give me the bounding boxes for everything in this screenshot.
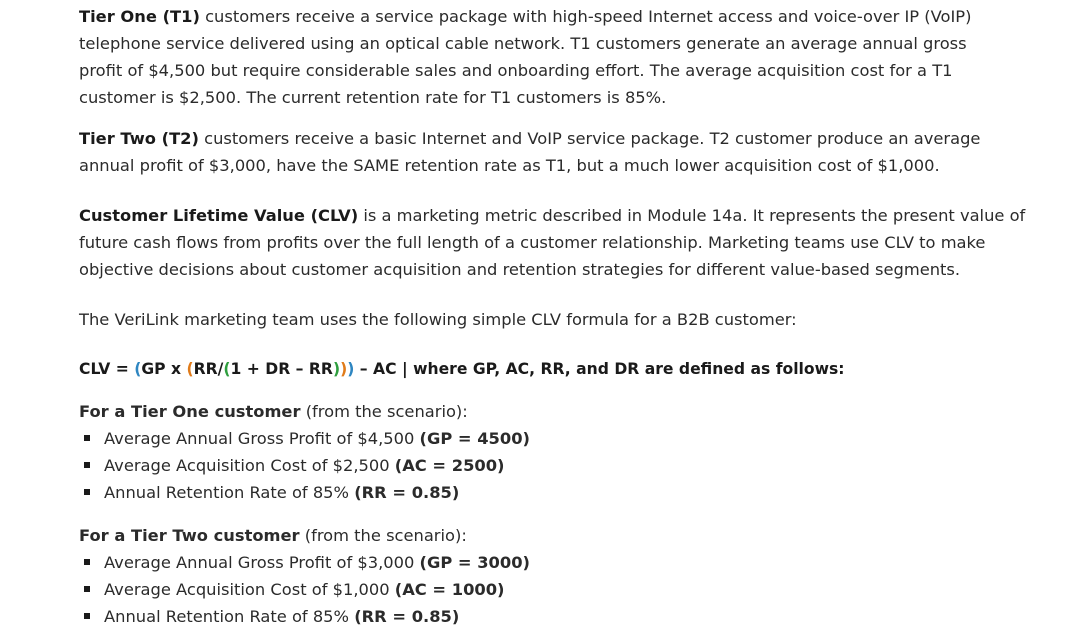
tier-two-paragraph	[79, 125, 1039, 179]
list-item-code: (GP = 4500)	[419, 429, 530, 448]
tier-two-line: annual profit of $3,000, have the SAME retention rate as T1, but a much lower acquisition cost of $1,000.	[79, 156, 940, 175]
list-item-text: Average Annual Gross Profit of $3,000	[104, 553, 420, 572]
formula-part: CLV =	[79, 360, 135, 378]
clv-formula	[79, 356, 845, 383]
list-item-code: (AC = 2500)	[394, 456, 505, 475]
bullet-square-icon	[84, 559, 90, 565]
list-item-text: Average Acquisition Cost of $1,000	[104, 580, 395, 599]
tier-one-list	[79, 398, 979, 506]
formula-paren: )	[347, 360, 355, 378]
formula-part: – AC | where GP, AC, RR, and DR are defined as follows:	[354, 360, 845, 378]
tier-one-paragraph	[79, 3, 1039, 111]
bullet-square-icon	[84, 586, 90, 592]
formula-part: RR/	[193, 360, 224, 378]
formula-paren: (	[186, 360, 194, 378]
list-item	[79, 603, 979, 630]
list-item	[79, 452, 979, 479]
clv-paragraph	[79, 202, 1039, 283]
formula-paren: (	[134, 360, 142, 378]
list-item-text: Annual Retention Rate of 85%	[104, 607, 355, 626]
list-item-text: Average Acquisition Cost of $2,500	[104, 456, 395, 475]
clv-line: future cash flows from profits over the full length of a customer relationship. Marketing teams use CLV to make	[79, 233, 986, 252]
list-item-code: (GP = 3000)	[419, 553, 530, 572]
list-item	[79, 425, 979, 452]
tier-one-label: Tier One (T1)	[79, 7, 200, 26]
list-item-code: (RR = 0.85)	[354, 607, 460, 626]
tier-two-line: customers receive a basic Internet and VoIP service package. T2 customer produce an average	[198, 129, 981, 148]
list-item	[79, 479, 979, 506]
formula-intro-text: The VeriLink marketing team uses the following simple CLV formula for a B2B customer:	[79, 310, 797, 329]
list-item	[79, 549, 979, 576]
tier-one-line: profit of $4,500 but require considerable sales and onboarding effort. The average acquisition cost for a T1	[79, 61, 953, 80]
formula-paren: )	[332, 360, 341, 378]
list-item-code: (AC = 1000)	[394, 580, 505, 599]
formula-part: 1 + DR – RR	[230, 360, 333, 378]
tier-two-list-heading: For a Tier Two customer	[79, 526, 300, 545]
list-item	[79, 576, 979, 603]
clv-label: Customer Lifetime Value (CLV)	[79, 206, 359, 225]
tier-two-label: Tier Two (T2)	[79, 129, 199, 148]
clv-line: is a marketing metric described in Module 14a. It represents the present value of	[358, 206, 1026, 225]
tier-two-list-heading-rest: (from the scenario):	[299, 526, 467, 545]
list-item-code: (RR = 0.85)	[354, 483, 460, 502]
tier-one-list-heading-rest: (from the scenario):	[300, 402, 468, 421]
tier-one-line: telephone service delivered using an optical cable network. T1 customers generate an average annual gross	[79, 34, 967, 53]
formula-part: GP x	[141, 360, 187, 378]
bullet-square-icon	[84, 489, 90, 495]
formula-intro	[79, 306, 1039, 333]
bullet-square-icon	[84, 613, 90, 619]
tier-one-line: customers receive a service package with high-speed Internet access and voice-over IP (VoIP)	[199, 7, 972, 26]
tier-two-list	[79, 522, 979, 630]
bullet-square-icon	[84, 435, 90, 441]
list-item-text: Average Annual Gross Profit of $4,500	[104, 429, 420, 448]
bullet-square-icon	[84, 462, 90, 468]
clv-line: objective decisions about customer acquisition and retention strategies for different value-based segments.	[79, 260, 961, 279]
formula-paren: )	[340, 360, 348, 378]
tier-one-list-heading: For a Tier One customer	[79, 402, 301, 421]
formula-paren: (	[223, 360, 231, 378]
tier-one-line: customer is $2,500. The current retention rate for T1 customers is 85%.	[79, 88, 667, 107]
list-item-text: Annual Retention Rate of 85%	[104, 483, 355, 502]
